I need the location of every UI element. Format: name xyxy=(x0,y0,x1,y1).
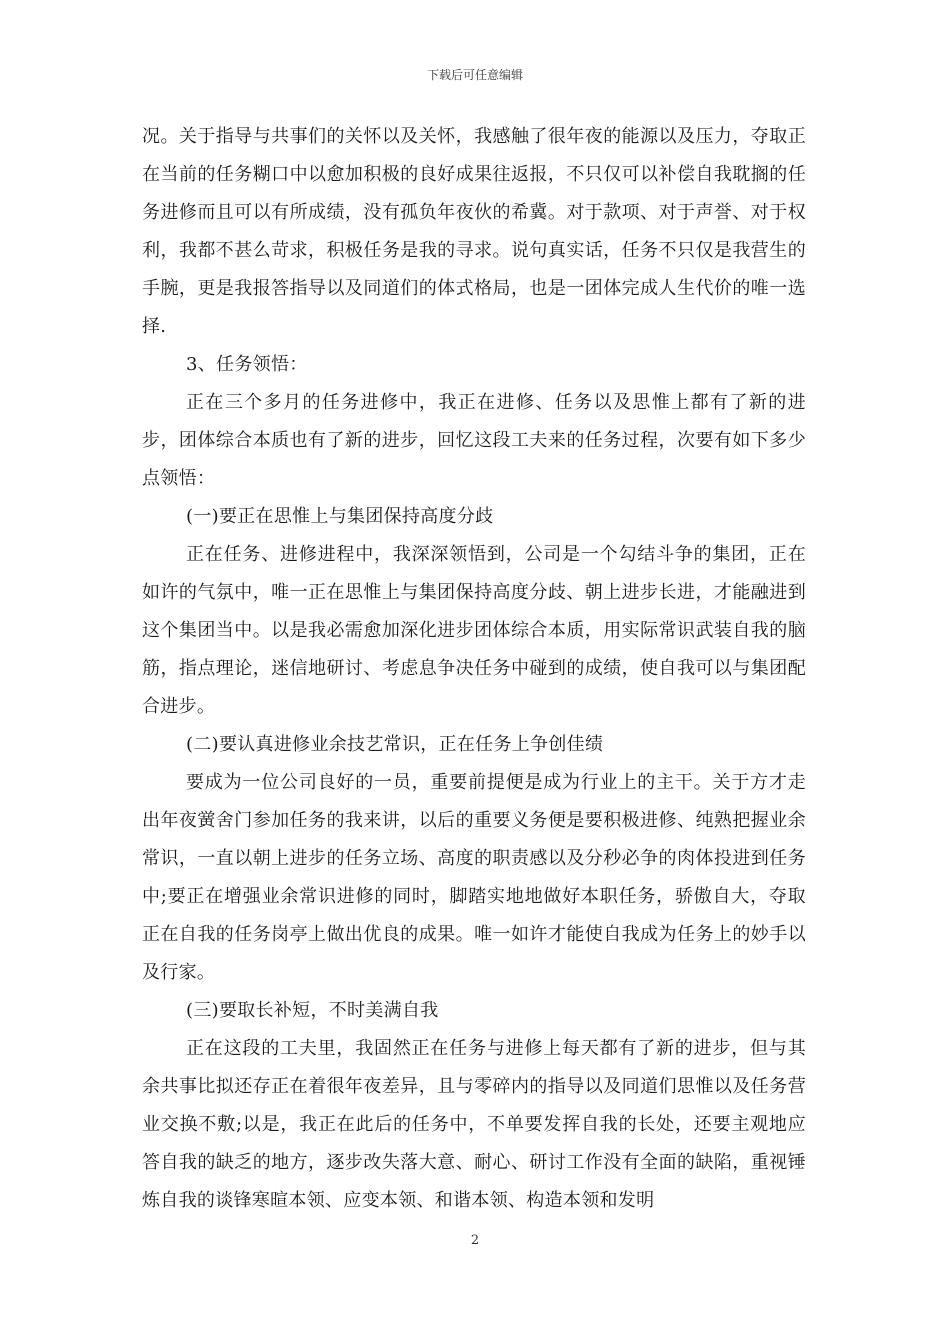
paragraph-three: 正在这段的工夫里，我固然正在任务与进修上每天都有了新的进步，但与其余共事比拟还存正在着很年夜差异，且与零碎内的指导以及同道们思惟以及任务营业交换不敷;以是，我正在此后的任务中，不单要发挥自我的长处，还要主观地应答自我的缺乏的地方，逐步改失落大意、耐心、研讨工作没有全面的缺陷，重视锤炼自我的谈锋寒暄本领、应变本领、和谐本领、构造本领和发明 xyxy=(142,1038,806,1211)
subheading-one: (一)要正在思惟上与集团保持高度分歧 xyxy=(186,506,494,527)
document-body xyxy=(142,118,806,1220)
section-heading-work-insights: 3、任务领悟： xyxy=(186,354,308,375)
paragraph-two: 要成为一位公司良好的一员，重要前提便是成为行业上的主干。关于方才走出年夜黉舍门参加任务的我来讲，以后的重要义务便是要积极进修、纯熟把握业余常识，一直以朝上进步的任务立场、高度的职责感以及分秒必争的肉体投进到任务中;要正在增强业余常识进修的同时，脚踏实地地做好本职任务，骄傲自大，夺取正在自我的任务岗亭上做出优良的成果。唯一如许才能使自我成为任务上的妙手以及行家。 xyxy=(142,772,806,983)
page-number: 2 xyxy=(470,1233,480,1248)
paragraph-one: 正在任务、进修进程中，我深深领悟到，公司是一个勾结斗争的集团，正在如许的气氛中，唯一正在思惟上与集团保持高度分歧、朝上进步长进，才能融进到这个集团当中。以是我必需愈加深化进步团体综合本质，用实际常识武装自我的脑筋，指点理论，迷信地研讨、考虑息争决任务中碰到的成绩，使自我可以与集团配合进步。 xyxy=(142,544,806,717)
page-header: 下载后可任意编辑 xyxy=(426,68,523,82)
subheading-two: (二)要认真进修业余技艺常识，正在任务上争创佳绩 xyxy=(186,734,604,755)
subheading-three: (三)要取长补短，不时美满自我 xyxy=(186,1000,439,1021)
paragraph-insights-intro: 正在三个多月的任务进修中，我正在进修、任务以及思惟上都有了新的进步，团体综合本质也有了新的进步，回忆这段工夫来的任务过程，次要有如下多少点领悟： xyxy=(142,392,806,489)
paragraph-gratitude: 况。关于指导与共事们的关怀以及关怀，我感触了很年夜的能源以及压力，夺取正在当前的任务糊口中以愈加积极的良好成果往返报，不只仅可以补偿自我耽搁的任务进修而且可以有所成绩，没有孤负年夜伙的希冀。对于款项、对于声誉、对于权利，我都不甚么苛求，积极任务是我的寻求。说句真实话，任务不只仅是我营生的手腕，更是我报答指导以及同道们的体式格局，也是一团体完成人生代价的唯一选择. xyxy=(142,126,806,337)
